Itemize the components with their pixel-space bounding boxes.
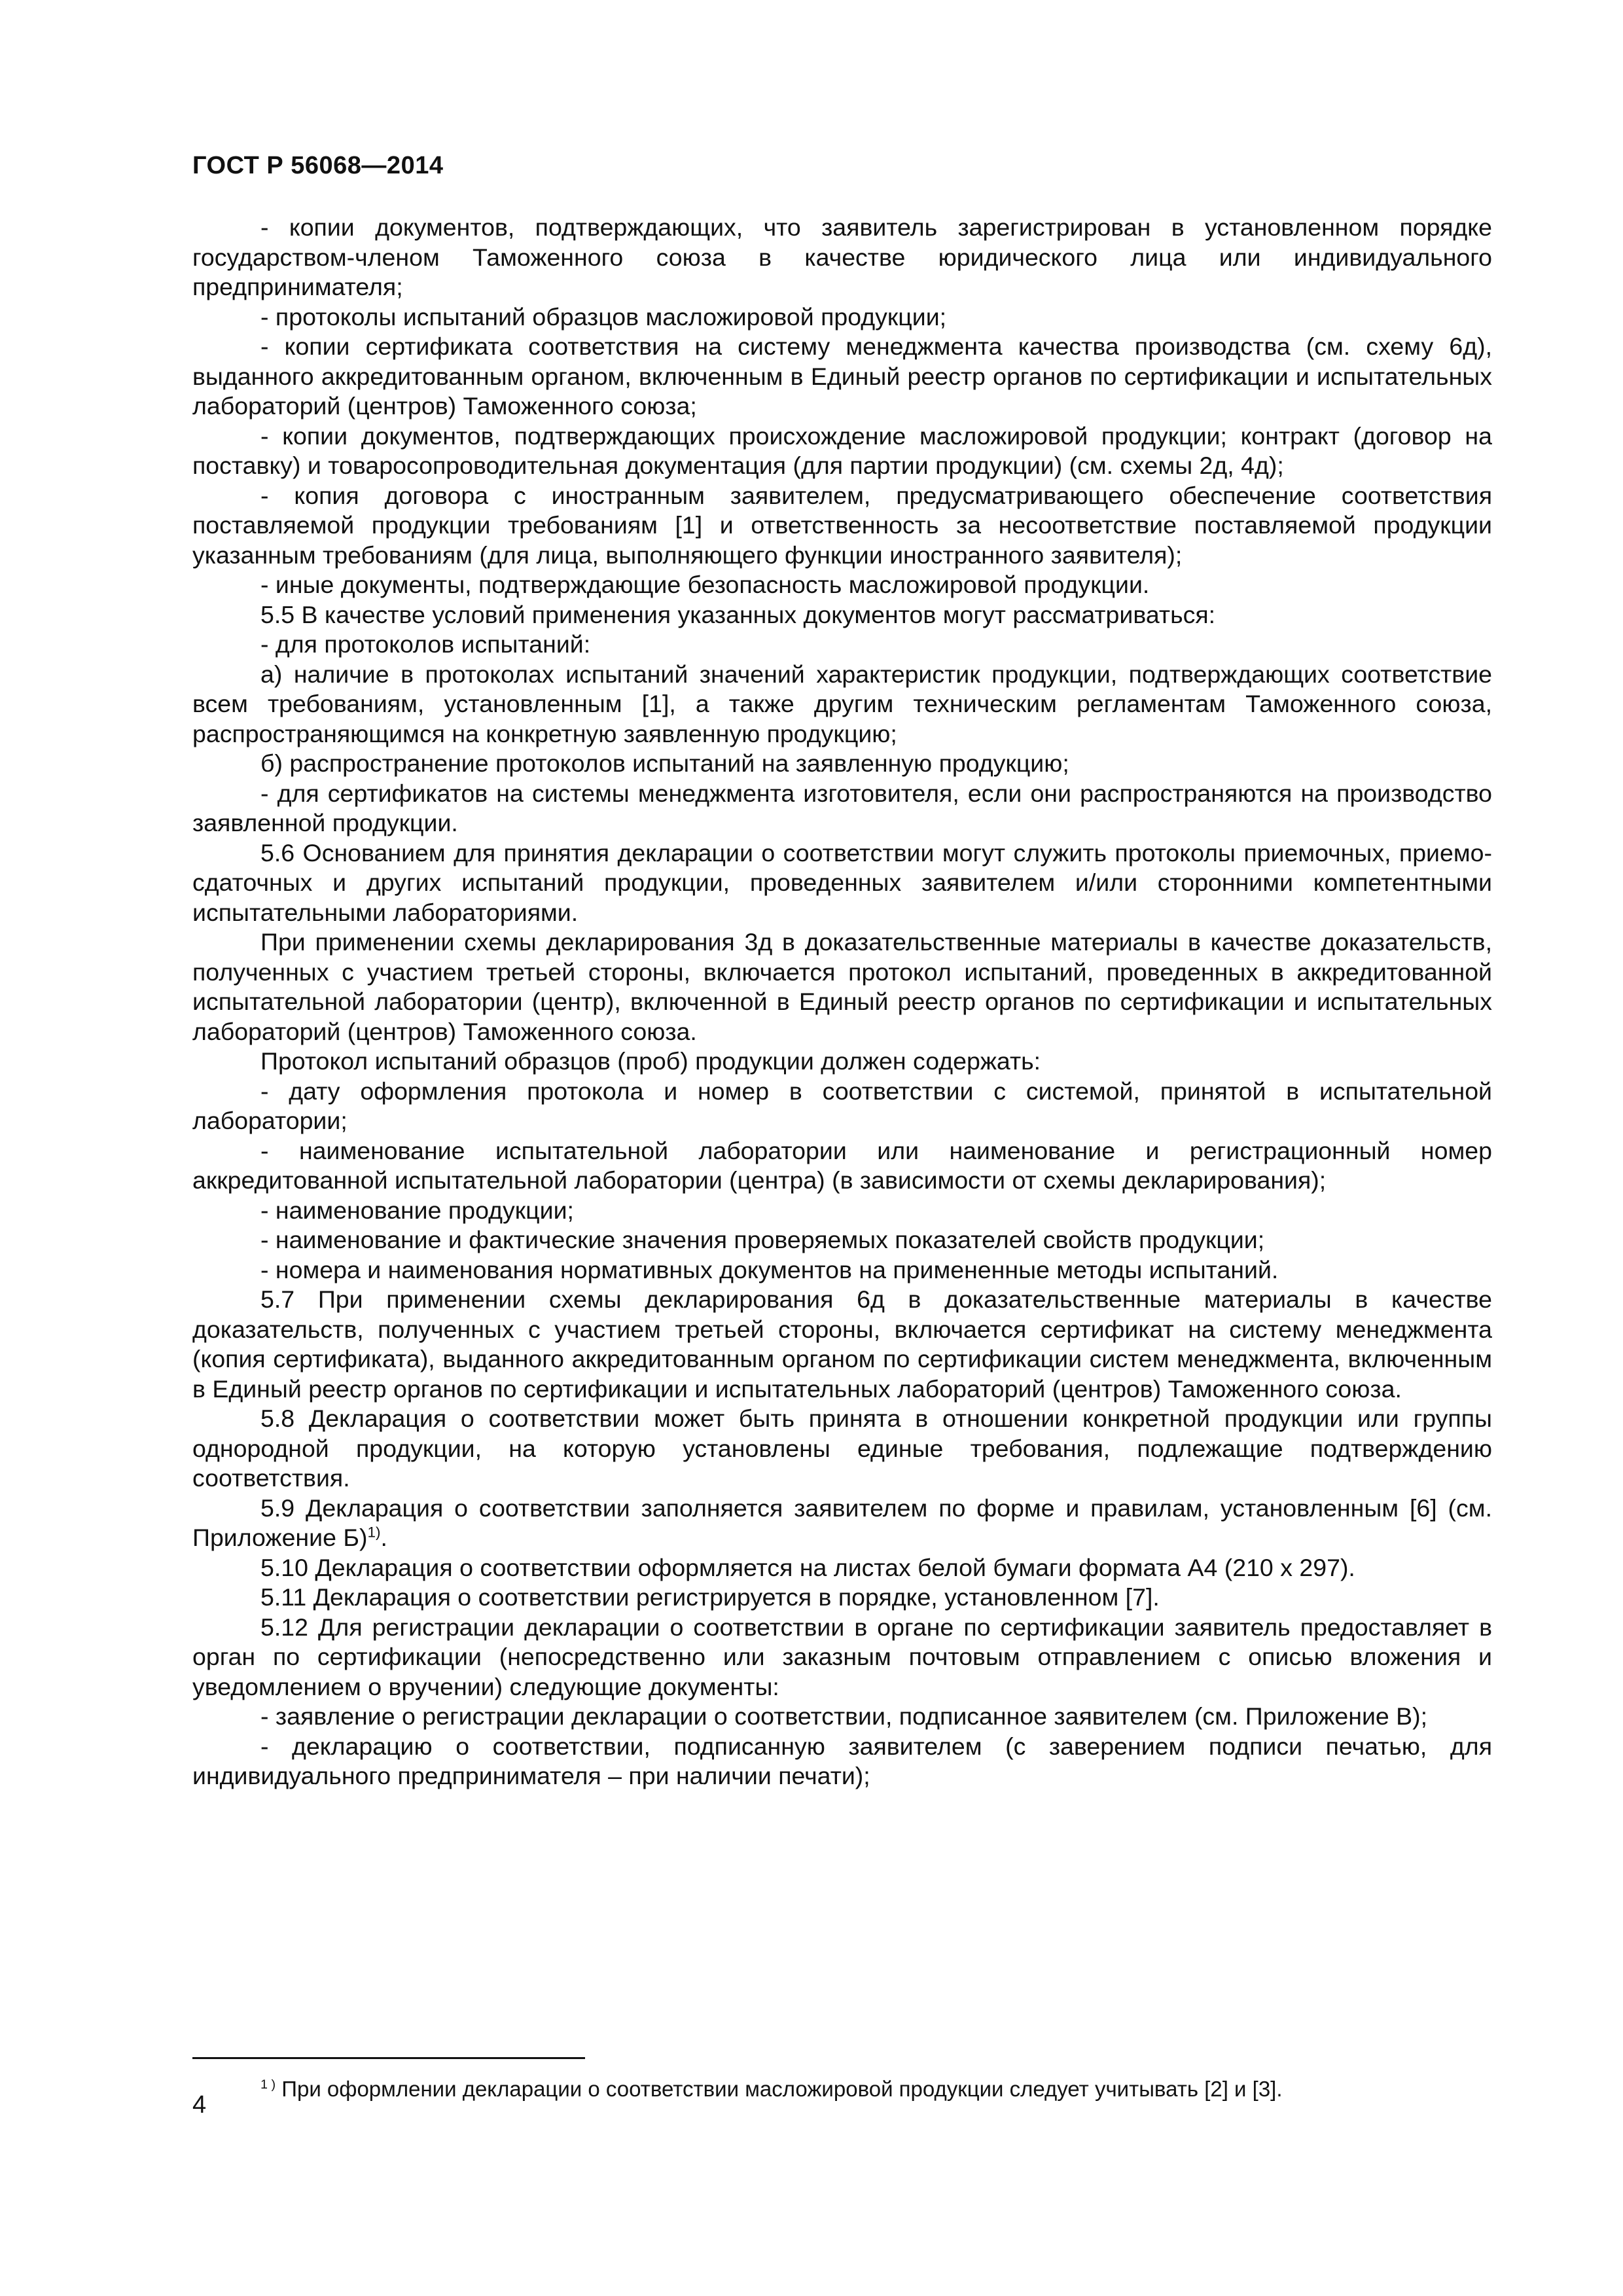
paragraph: - наименование продукции;: [260, 1196, 574, 1224]
paragraph: 5.12 Для регистрации декларации о соответствии в органе по сертификации заявитель предоставляет в орган по сертификации (непосредственно или заказным почтовым отправлением с описью вложения и уведомлением о вручении) следующие документы:: [192, 1613, 1492, 1700]
paragraph: - протоколы испытаний образцов масложировой продукции;: [260, 302, 947, 331]
paragraph: - копия договора с иностранным заявителем, предусматривающего обеспечение соответствия поставляемой продукции требованиям [1] и ответственность за несоответствие поставляемой продукции указанным требованиям (для лица, выполняющего функции иностранного заявителя);: [192, 481, 1492, 569]
paragraph: б) распространение протоколов испытаний на заявленную продукцию;: [260, 749, 1069, 777]
footnote-marker: 1 ): [260, 2077, 276, 2092]
paragraph: 5.10 Декларация о соответствии оформляется на листах белой бумаги формата А4 (210 х 297).: [260, 1553, 1355, 1581]
page-number: 4: [192, 2091, 207, 2119]
paragraph: - заявление о регистрации декларации о соответствии, подписанное заявителем (см. Приложение В);: [260, 1702, 1428, 1730]
paragraph-with-footnote: [192, 1494, 1492, 1553]
paragraph: 5.5 В качестве условий применения указанных документов могут рассматриваться:: [260, 600, 1216, 628]
paragraph: - копии сертификата соответствия на систему менеджмента качества производства (см. схему 6д), выданного аккредитованным органом, включенным в Единый реестр органов по сертификации и испытательных лабораторий (центров) Таможенного союза;: [192, 332, 1492, 420]
paragraph: - копии документов, подтверждающих происхождение масложировой продукции; контракт (договор на поставку) и товаросопроводительная документация (для партии продукции) (см. схемы 2д, 4д);: [192, 422, 1492, 479]
document-header: ГОСТ Р 56068—2014: [192, 152, 444, 179]
paragraph: 5.11 Декларация о соответствии регистрируется в порядке, установленном [7].: [260, 1583, 1160, 1611]
paragraph: При применении схемы декларирования 3д в доказательственные материалы в качестве доказательств, полученных с участием третьей стороны, включается протокол испытаний, проведенных в аккредитованной испытательной лаборатории (центр), включенной в Единый реестр органов по сертификации и испытательных лабораторий (центров) Таможенного союза.: [192, 928, 1492, 1045]
paragraph: - декларацию о соответствии, подписанную заявителем (с заверением подписи печатью, для индивидуального предпринимателя – при наличии печати);: [192, 1732, 1492, 1789]
paragraph: - иные документы, подтверждающие безопасность масложировой продукции.: [260, 571, 1150, 598]
paragraph: - номера и наименования нормативных документов на примененные методы испытаний.: [260, 1255, 1279, 1283]
footnote-text: При оформлении декларации о соответствии масложировой продукции следует учитывать [2] и [3].: [276, 2077, 1283, 2101]
paragraph: - копии документов, подтверждающих, что заявитель зарегистрирован в установленном порядке государством-членом Таможенного союза в качестве юридического лица или индивидуального предпринимателя;: [192, 213, 1492, 300]
footnote-divider: [192, 2057, 585, 2059]
footnote-reference: 1): [367, 1524, 381, 1541]
paragraph: 5.7 При применении схемы декларирования 6д в доказательственные материалы в качестве доказательств, полученных с участием третьей стороны, включается сертификат на систему менеджмента (копия сертификата), выданного аккредитованным органом по сертификации систем менеджмента, включенным в Единый реестр органов по сертификации и испытательных лабораторий (центров) Таможенного союза.: [192, 1285, 1492, 1403]
paragraph: 5.8 Декларация о соответствии может быть принята в отношении конкретной продукции или группы однородной продукции, на которую установлены единые требования, подлежащие подтверждению соответствия.: [192, 1405, 1492, 1492]
paragraph-end: .: [380, 1524, 387, 1551]
paragraph: - для сертификатов на системы менеджмента изготовителя, если они распространяются на производство заявленной продукции.: [192, 779, 1492, 836]
document-body: [192, 213, 1492, 1791]
footnote: [260, 2076, 1283, 2102]
paragraph: - наименование испытательной лаборатории или наименование и регистрационный номер аккредитованной испытательной лаборатории (центра) (в зависимости от схемы декларирования);: [192, 1136, 1492, 1194]
paragraph: - дату оформления протокола и номер в соответствии с системой, принятой в испытательной лаборатории;: [192, 1077, 1492, 1134]
paragraph: - наименование и фактические значения проверяемых показателей свойств продукции;: [260, 1226, 1265, 1253]
paragraph: - для протоколов испытаний:: [260, 630, 591, 658]
paragraph-text: 5.9 Декларация о соответствии заполняется заявителем по форме и правилам, установленным [6] (см. Приложение Б): [192, 1494, 1492, 1551]
paragraph: Протокол испытаний образцов (проб) продукции должен содержать:: [260, 1047, 1041, 1075]
paragraph: 5.6 Основанием для принятия декларации о соответствии могут служить протоколы приемочных, приемо-сдаточных и других испытаний продукции, проведенных заявителем и/или сторонними компетентными испытательными лабораториями.: [192, 838, 1492, 926]
paragraph: а) наличие в протоколах испытаний значений характеристик продукции, подтверждающих соответствие всем требованиям, установленным [1], а также другим техническим регламентам Таможенного союза, распространяющимся на конкретную заявленную продукцию;: [192, 660, 1492, 747]
